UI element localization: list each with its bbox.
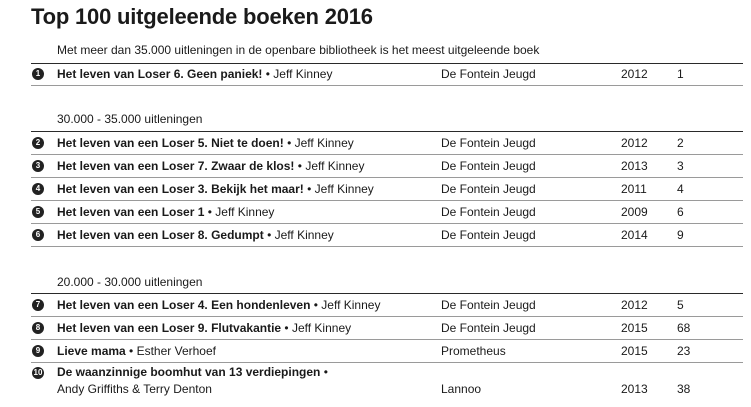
section-label: 20.000 - 30.000 uitleningen bbox=[57, 275, 203, 289]
book-entry: De waanzinnige boomhut van 13 verdiepingen • Andy Griffiths & Terry Denton bbox=[57, 365, 328, 396]
list-item bbox=[31, 340, 743, 362]
list-item bbox=[31, 294, 743, 316]
book-entry: Lieve mama • Esther Verhoef bbox=[57, 344, 216, 358]
rank-badge: 3 bbox=[32, 160, 44, 172]
list-item bbox=[31, 224, 743, 246]
rank-2015: 6 bbox=[677, 205, 684, 219]
list-item bbox=[31, 201, 743, 223]
book-author: Jeff Kinney bbox=[314, 182, 374, 196]
book-title: Het leven van een Loser 7. Zwaar de klos! bbox=[57, 159, 295, 173]
year: 2015 bbox=[621, 344, 648, 358]
rank-2015: 4 bbox=[677, 182, 684, 196]
list-item bbox=[31, 132, 743, 154]
rank-badge: 2 bbox=[32, 137, 44, 149]
book-title: Het leven van een Loser 9. Flutvakantie bbox=[57, 321, 282, 335]
publisher: De Fontein Jeugd bbox=[441, 228, 536, 242]
rank-badge: 8 bbox=[32, 322, 44, 334]
publisher: De Fontein Jeugd bbox=[441, 205, 536, 219]
book-author: Jeff Kinney bbox=[273, 67, 333, 81]
section-label: 30.000 - 35.000 uitleningen bbox=[57, 112, 203, 126]
publisher: De Fontein Jeugd bbox=[441, 321, 536, 335]
publisher: De Fontein Jeugd bbox=[441, 298, 536, 312]
rank-2015: 1 bbox=[677, 67, 684, 81]
book-entry: Het leven van een Loser 3. Bekijk het maar! • Jeff Kinney bbox=[57, 182, 374, 196]
rank-2015: 68 bbox=[677, 321, 691, 335]
rank-2015: 38 bbox=[677, 382, 691, 396]
book-title: Het leven van een Loser 5. Niet te doen! bbox=[57, 136, 284, 150]
year: 2013 bbox=[621, 159, 648, 173]
year: 2015 bbox=[621, 321, 648, 335]
book-author: Jeff Kinney bbox=[321, 298, 381, 312]
book-title: Het leven van Loser 6. Geen paniek! bbox=[57, 67, 263, 81]
year: 2012 bbox=[621, 136, 648, 150]
book-entry: Het leven van een Loser 1 • Jeff Kinney bbox=[57, 205, 275, 219]
divider bbox=[31, 246, 743, 247]
rank-2015: 3 bbox=[677, 159, 684, 173]
year: 2012 bbox=[621, 67, 648, 81]
rank-badge: 6 bbox=[32, 229, 44, 241]
publisher: Prometheus bbox=[441, 344, 506, 358]
book-author: Esther Verhoef bbox=[136, 344, 216, 358]
list-item bbox=[31, 317, 743, 339]
book-entry: Het leven van een Loser 4. Een hondenleven • Jeff Kinney bbox=[57, 298, 381, 312]
publisher: Lannoo bbox=[441, 382, 482, 396]
year: 2014 bbox=[621, 228, 648, 242]
book-author: Jeff Kinney bbox=[294, 136, 354, 150]
rank-2015: 9 bbox=[677, 228, 684, 242]
divider bbox=[31, 85, 743, 86]
rank-badge: 10 bbox=[33, 368, 43, 377]
publisher: De Fontein Jeugd bbox=[441, 159, 536, 173]
book-title: Het leven van een Loser 3. Bekijk het maar! bbox=[57, 182, 304, 196]
year: 2011 bbox=[621, 182, 647, 196]
book-author: Andy Griffiths & Terry Denton bbox=[57, 382, 212, 396]
book-entry: Het leven van Loser 6. Geen paniek! • Jeff Kinney bbox=[57, 67, 333, 81]
list-item bbox=[31, 63, 743, 85]
page-subtitle: Met meer dan 35.000 uitleningen in de openbare bibliotheek is het meest uitgeleende boek bbox=[57, 43, 540, 57]
book-title: De waanzinnige boomhut van 13 verdiepingen bbox=[57, 365, 321, 379]
rank-badge: 5 bbox=[32, 206, 44, 218]
list-item bbox=[31, 155, 743, 177]
rank-badge: 7 bbox=[32, 299, 44, 311]
publisher: De Fontein Jeugd bbox=[441, 136, 536, 150]
book-entry: Het leven van een Loser 7. Zwaar de klos! • Jeff Kinney bbox=[57, 159, 365, 173]
publisher: De Fontein Jeugd bbox=[441, 182, 536, 196]
rank-2015: 5 bbox=[677, 298, 684, 312]
book-title: Lieve mama bbox=[57, 344, 126, 358]
book-author: Jeff Kinney bbox=[274, 228, 334, 242]
book-title: Het leven van een Loser 4. Een hondenleven bbox=[57, 298, 311, 312]
year: 2013 bbox=[621, 382, 648, 396]
book-title: Het leven van een Loser 8. Gedumpt bbox=[57, 228, 264, 242]
list-item bbox=[31, 178, 743, 200]
rank-2015: 23 bbox=[677, 344, 691, 358]
rank-2015: 2 bbox=[677, 136, 684, 150]
rank-badge: 9 bbox=[32, 345, 44, 357]
book-entry: Het leven van een Loser 9. Flutvakantie • Jeff Kinney bbox=[57, 321, 352, 335]
book-author: Jeff Kinney bbox=[305, 159, 365, 173]
page-title: Top 100 uitgeleende boeken 2016 bbox=[31, 4, 373, 29]
book-title: Het leven van een Loser 1 bbox=[57, 205, 205, 219]
year: 2012 bbox=[621, 298, 648, 312]
rank-badge: 1 bbox=[32, 68, 44, 80]
list-item bbox=[31, 364, 743, 400]
rank-badge: 4 bbox=[32, 183, 44, 195]
book-entry: Het leven van een Loser 5. Niet te doen! • Jeff Kinney bbox=[57, 136, 354, 150]
year: 2009 bbox=[621, 205, 648, 219]
book-author: Jeff Kinney bbox=[215, 205, 275, 219]
divider bbox=[31, 362, 743, 363]
publisher: De Fontein Jeugd bbox=[441, 67, 536, 81]
book-entry: Het leven van een Loser 8. Gedumpt • Jeff Kinney bbox=[57, 228, 334, 242]
book-author: Jeff Kinney bbox=[291, 321, 352, 335]
